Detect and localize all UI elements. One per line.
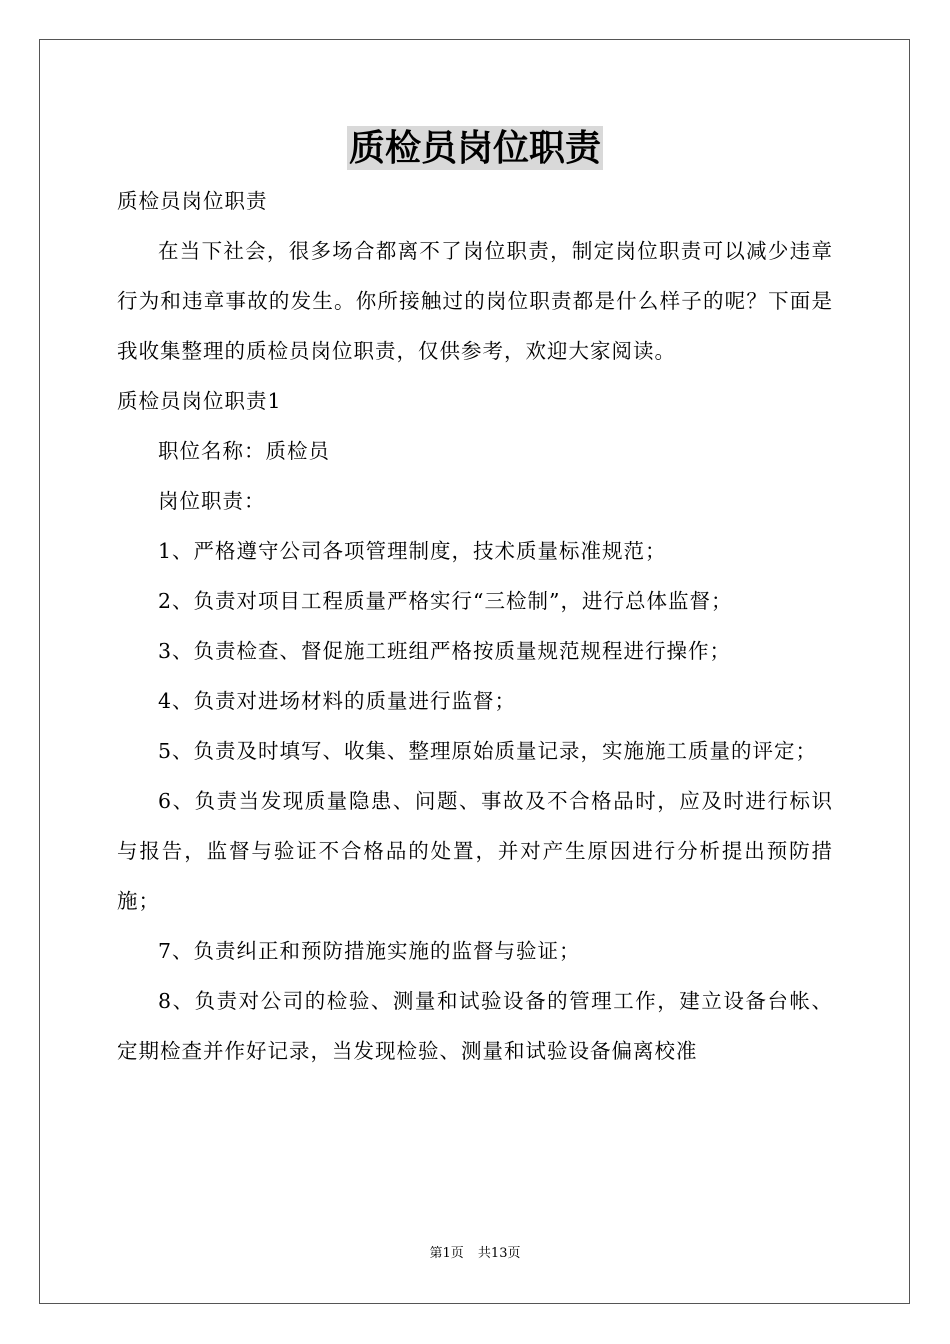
duties-heading: 岗位职责： — [158, 489, 266, 513]
duty-item: 4、负责对进场材料的质量进行监督； — [158, 689, 517, 713]
section-heading-1: 质检员岗位职责1 — [117, 389, 282, 413]
position-name: 职位名称：质检员 — [158, 439, 330, 463]
duty-item: 7、负责纠正和预防措施实施的监督与验证； — [158, 939, 581, 963]
duty-item: 5、负责及时填写、收集、整理原始质量记录，实施施工质量的评定； — [158, 739, 818, 763]
intro-paragraph: 在当下社会，很多场合都离不了岗位职责，制定岗位职责可以减少违章行为和违章事故的发生。你所接触过的岗位职责都是什么样子的呢？下面是我收集整理的质检员岗位职责，仅供参考，欢迎大家阅读。 — [117, 239, 833, 363]
duty-item: 6、负责当发现质量隐患、问题、事故及不合格品时，应及时进行标识与报告，监督与验证不合格品的处置，并对产生原因进行分析提出预防措施； — [117, 789, 833, 913]
duty-item: 1、严格遵守公司各项管理制度，技术质量标准规范； — [158, 539, 667, 563]
duty-item: 2、负责对项目工程质量严格实行“三检制”，进行总体监督； — [158, 589, 733, 613]
document-title: 质检员岗位职责 — [348, 127, 601, 169]
duty-item: 8、负责对公司的检验、测量和试验设备的管理工作，建立设备台帐、定期检查并作好记录，当发现检验、测量和试验设备偏离校准 — [117, 989, 833, 1063]
section-heading: 质检员岗位职责 — [117, 189, 268, 213]
title-container — [0, 126, 950, 170]
duty-item: 3、负责检查、督促施工班组严格按质量规范规程进行操作； — [158, 639, 732, 663]
page-footer: 第1页 共13页 — [429, 1246, 521, 1261]
document-body — [117, 176, 833, 1076]
